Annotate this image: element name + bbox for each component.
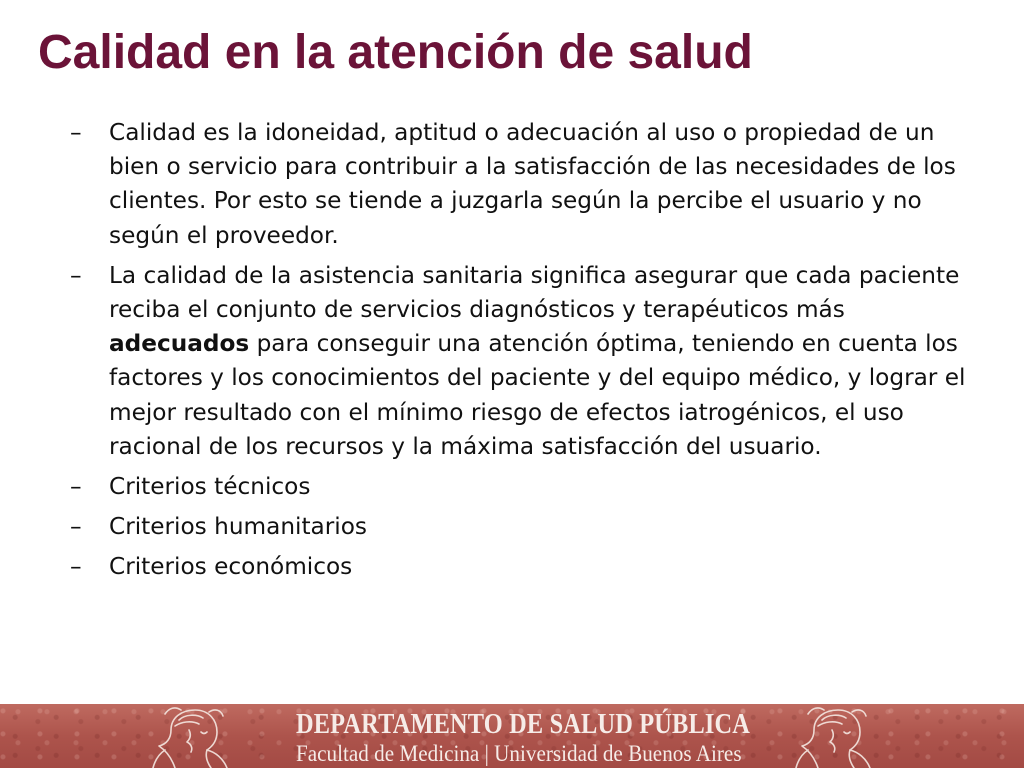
bullet-text: Criterios económicos (109, 553, 353, 581)
bullet-text: Criterios humanitarios (109, 513, 368, 541)
bullet-item (70, 116, 990, 253)
bullet-item (70, 550, 990, 584)
bullet-dash: – (70, 119, 82, 146)
uba-profile-emblem-icon (788, 704, 878, 768)
bullet-item (70, 259, 990, 464)
footer-banner (0, 704, 1024, 768)
bullet-dash: – (70, 473, 82, 501)
bullet-bold-term: adecuados (109, 330, 250, 358)
bullet-list (70, 116, 990, 591)
bullet-item (70, 510, 990, 544)
footer-department: DEPARTAMENTO DE SALUD PÚBLICA (296, 708, 751, 740)
bullet-dash: – (70, 553, 82, 581)
uba-profile-emblem-icon (145, 704, 235, 768)
footer-institution: Facultad de Medicina | Universidad de Buenos Aires (296, 741, 742, 766)
bullet-text-part: para conseguir una atención óptima, teniendo en cuenta los factores y los conocimientos del paciente y del equipo médico, y lograr el mejor resultado con el mínimo riesgo de efectos iatrogénicos, el uso racional de los recursos y la máxima satisfacción del usuario. (109, 330, 966, 460)
footer-text-block (296, 708, 751, 768)
bullet-text: Criterios técnicos (109, 473, 311, 501)
bullet-text-part: La calidad de la asistencia sanitaria significa asegurar que cada paciente reciba el conjunto de servicios diagnósticos y terapéuticos más (109, 261, 960, 324)
bullet-item (70, 470, 990, 504)
bullet-dash: – (70, 261, 82, 289)
bullet-text: Calidad es la idoneidad, aptitud o adecuación al uso o propiedad de un bien o servicio para contribuir a la satisfacción de las necesidades de los clientes. Por esto se tiende a juzgarla según la percibe el usuario y no según el proveedor. (109, 119, 956, 249)
bullet-dash: – (70, 513, 82, 541)
slide-title: Calidad en la atención de salud (38, 26, 753, 79)
